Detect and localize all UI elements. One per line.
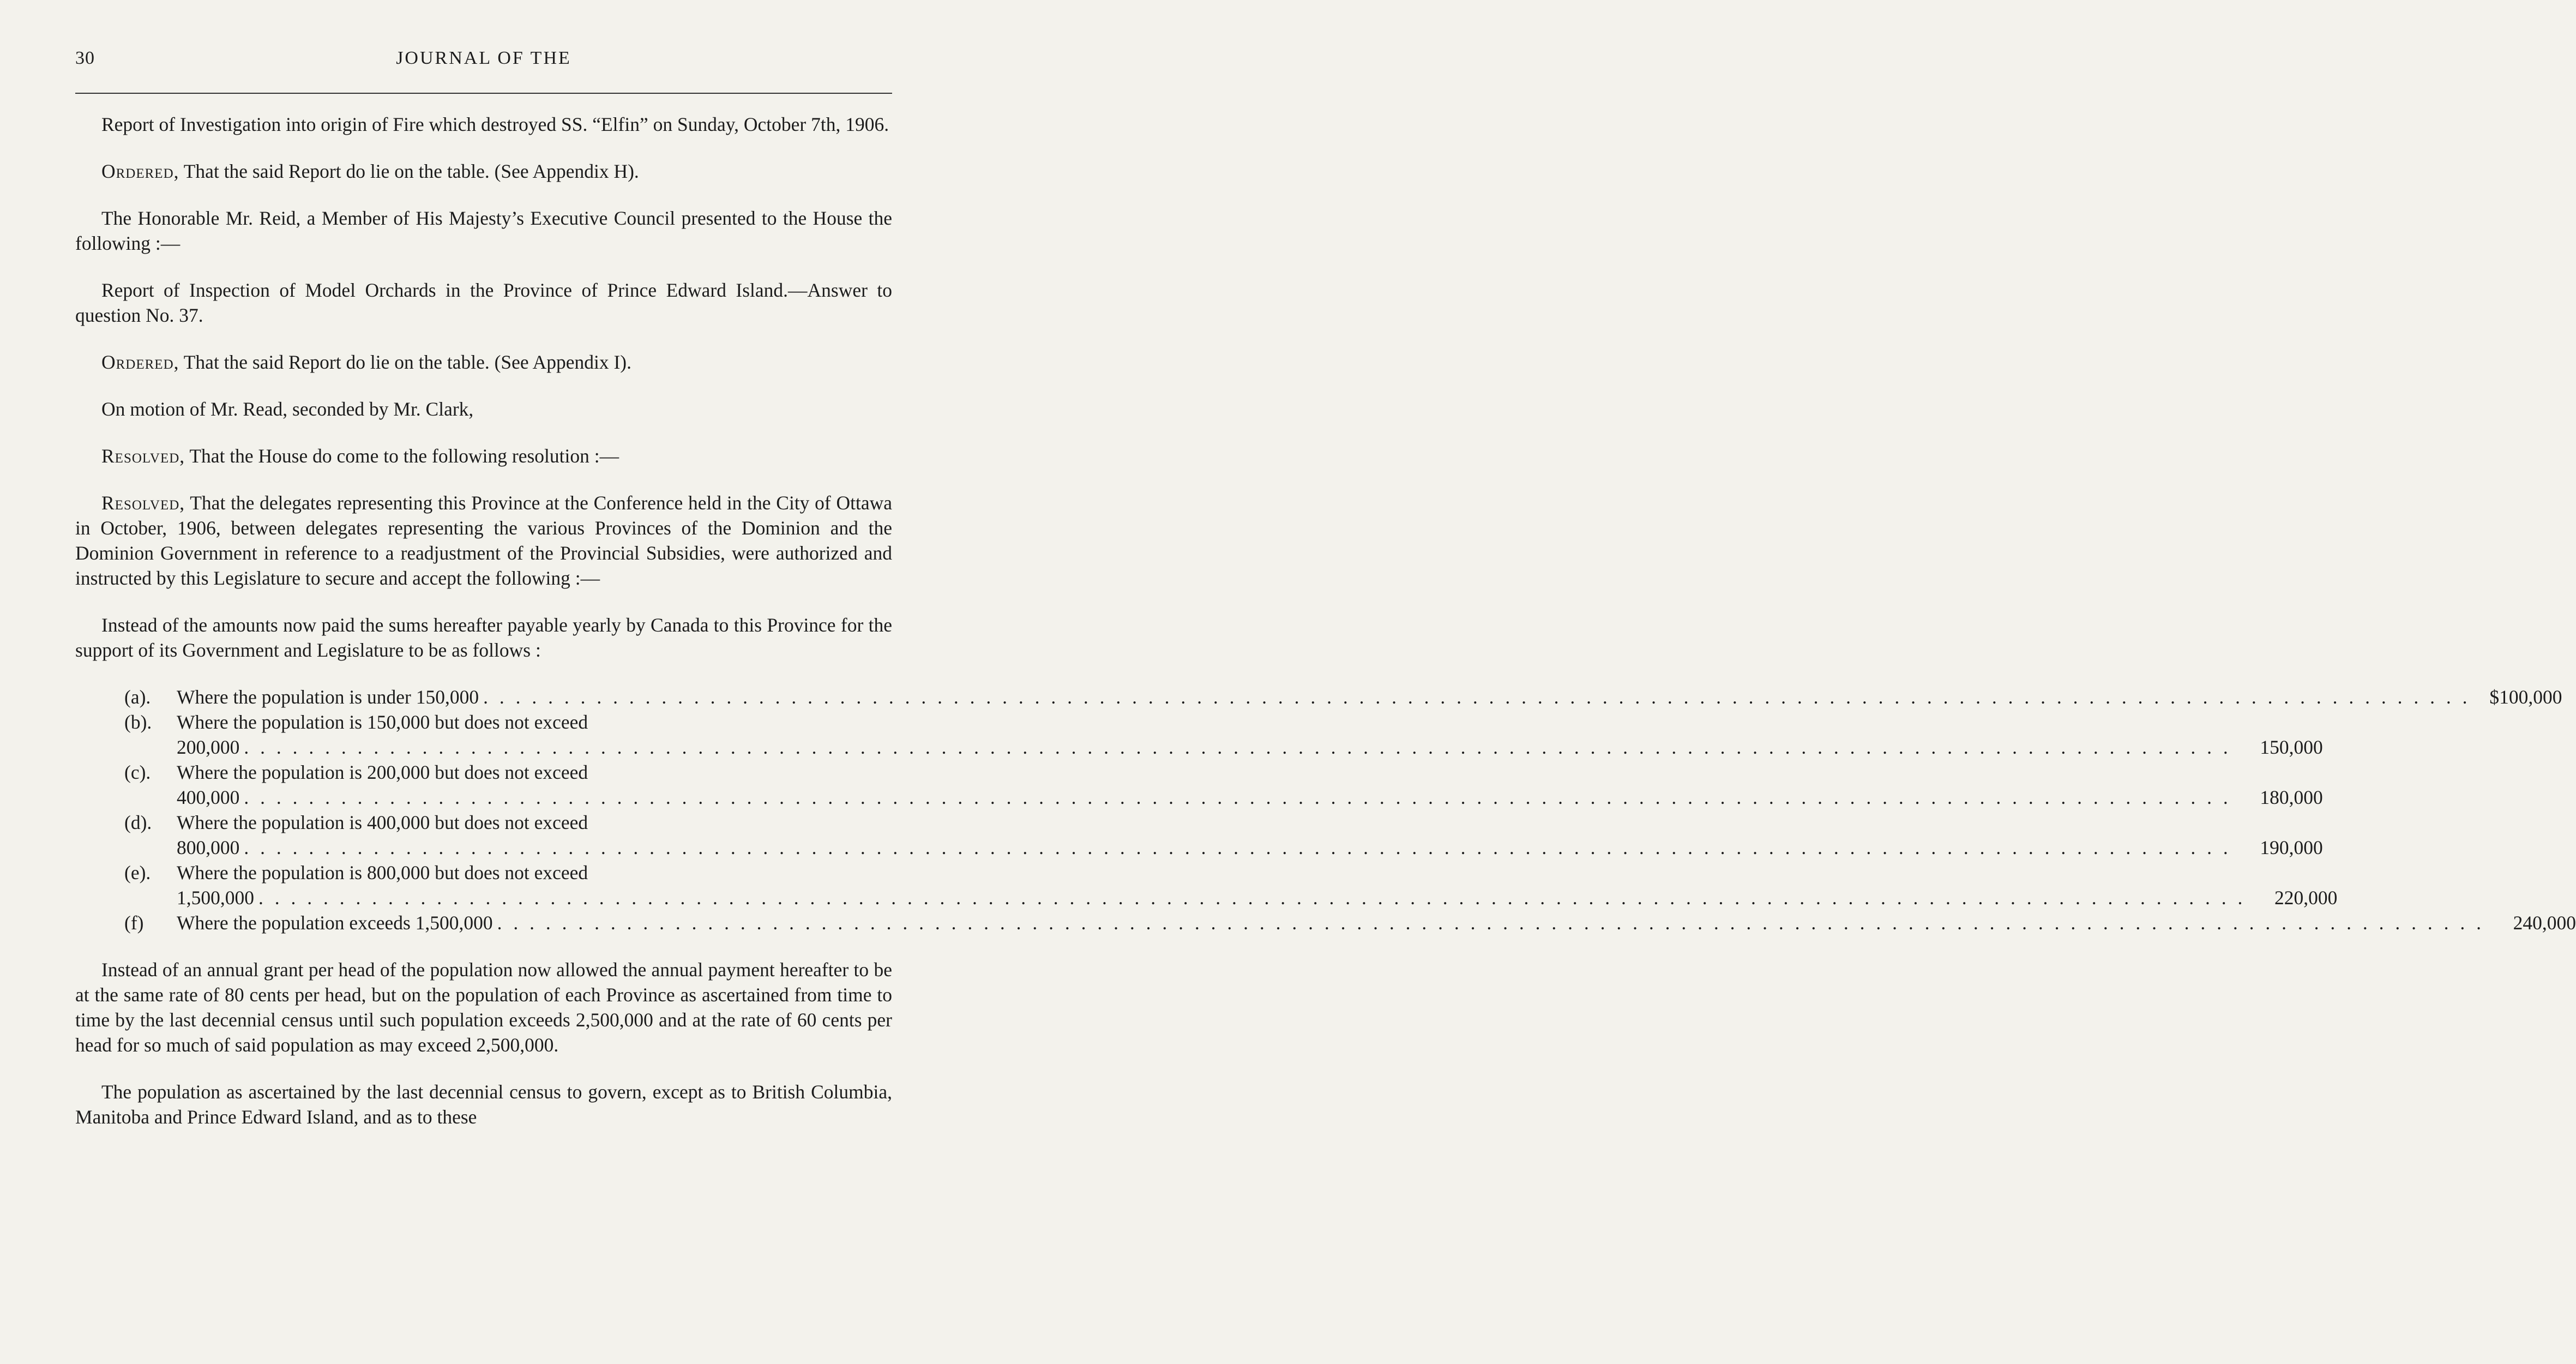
schedule-threshold: 400,000 (177, 786, 240, 808)
schedule-threshold: 1,500,000 (177, 887, 254, 909)
schedule-amount: $100,000 (2489, 686, 2562, 708)
schedule-text (177, 810, 2323, 860)
paragraph-population-census: The population as ascertained by the last decennial census to govern, except as to British Columbia, Manitoba and Prince Edward Island, and as to these (75, 1081, 892, 1128)
paragraph-motion: On motion of Mr. Read, seconded by Mr. Clark, (101, 398, 474, 420)
header-rule (75, 93, 892, 94)
schedule-row (124, 910, 2576, 935)
schedule-line (177, 910, 2576, 935)
paragraph-annual-grant: Instead of an annual grant per head of the population now allowed the annual payment hereafter to be at the same rate of 80 cents per head, but on the population of each Province as ascertained from time to time by the last decennial census until such population exceeds 2,500,000 and at the rate of 60 cents per head for so much of said population as may exceed 2,500,000. (75, 959, 892, 1056)
schedule-line (177, 860, 2337, 885)
page-body (75, 112, 2576, 1151)
schedule-label: (f) (124, 912, 144, 934)
schedule-line (177, 810, 2323, 835)
schedule-text (177, 684, 2562, 710)
schedule-text (177, 710, 2323, 760)
resolved-text: That the delegates representing this Province at the Conference held in the City of Ottawa in October, 1906, between delegates representing the various Provinces of the Dominion and the Dominion Government in reference to a readjustment of the Provincial Subsidies, were authorized and instructed by this Legislature to secure and accept the following :— (75, 492, 893, 589)
subsidy-schedule (75, 684, 2576, 935)
ordered-text: That the said Report do lie on the table. (See Appendix I). (183, 351, 631, 373)
schedule-line (177, 710, 2323, 735)
schedule-line (177, 735, 2323, 760)
schedule-row (124, 860, 2338, 910)
schedule-threshold: 800,000 (177, 837, 240, 858)
schedule-description: Where the population is 150,000 but does not exceed (177, 711, 588, 733)
paragraph-ordered-h (75, 159, 892, 184)
schedule-amount: 150,000 (2260, 736, 2323, 758)
schedule-row (124, 710, 2323, 760)
resolved-text: That the House do come to the following resolution :— (189, 445, 619, 467)
schedule-label: (a). (124, 686, 151, 708)
schedule-row (124, 684, 2562, 710)
schedule-threshold: 200,000 (177, 736, 240, 758)
schedule-amount: 180,000 (2260, 786, 2323, 808)
schedule-line (177, 785, 2323, 810)
schedule-row (124, 810, 2323, 860)
schedule-amount: 220,000 (2274, 887, 2338, 909)
ordered-lead: Ordered, (101, 160, 179, 182)
paragraph-resolved-1 (75, 443, 892, 468)
resolved-lead: Resolved, (101, 492, 185, 514)
schedule-description: Where the population is under 150,000 (177, 686, 479, 708)
schedule-amount: 240,000 (2513, 912, 2576, 934)
paragraph-report-orchards: Report of Inspection of Model Orchards in the Province of Prince Edward Island.—Answer to question No. 37. (75, 279, 892, 326)
schedule-row (124, 760, 2323, 810)
ordered-lead: Ordered, (101, 351, 179, 373)
schedule-description: Where the population is 200,000 but does not exceed (177, 761, 588, 783)
schedule-label: (d). (124, 812, 152, 833)
schedule-label: (e). (124, 862, 151, 884)
paragraph-ordered-i (75, 350, 892, 375)
leader-dots (483, 684, 2470, 710)
schedule-description: Where the population exceeds 1,500,000 (177, 912, 493, 934)
paragraph-instead-amounts: Instead of the amounts now paid the sums hereafter payable yearly by Canada to this Province for the support of its Government and Legislature to be as follows : (75, 614, 892, 661)
leader-dots (497, 910, 2484, 935)
leader-dots (244, 835, 2231, 860)
running-title: JOURNAL OF THE (396, 48, 571, 68)
schedule-description: Where the population is 800,000 but does not exceed (177, 862, 588, 884)
schedule-label: (c). (124, 761, 151, 783)
ordered-text: That the said Report do lie on the table. (See Appendix H). (183, 160, 639, 182)
leader-dots (244, 735, 2231, 760)
leader-dots (258, 885, 2246, 910)
schedule-text (177, 910, 2576, 935)
schedule-line (177, 885, 2337, 910)
paragraph-reid-presented: The Honorable Mr. Reid, a Member of His Majesty’s Executive Council presented to the House the following :— (75, 207, 892, 254)
schedule-description: Where the population is 400,000 but does not exceed (177, 812, 588, 833)
schedule-text (177, 760, 2323, 810)
page-number: 30 (75, 48, 95, 68)
schedule-line (177, 760, 2323, 785)
schedule-amount: 190,000 (2260, 837, 2323, 858)
schedule-line (177, 835, 2323, 860)
resolved-lead: Resolved, (101, 445, 185, 467)
page-header (75, 48, 892, 75)
paragraph-report-fire: Report of Investigation into origin of Fire which destroyed SS. “Elfin” on Sunday, October 7th, 1906. (101, 113, 889, 135)
schedule-line (177, 684, 2562, 710)
schedule-label: (b). (124, 711, 152, 733)
paragraph-resolved-2 (75, 490, 892, 591)
leader-dots (244, 785, 2231, 810)
schedule-text (177, 860, 2337, 910)
